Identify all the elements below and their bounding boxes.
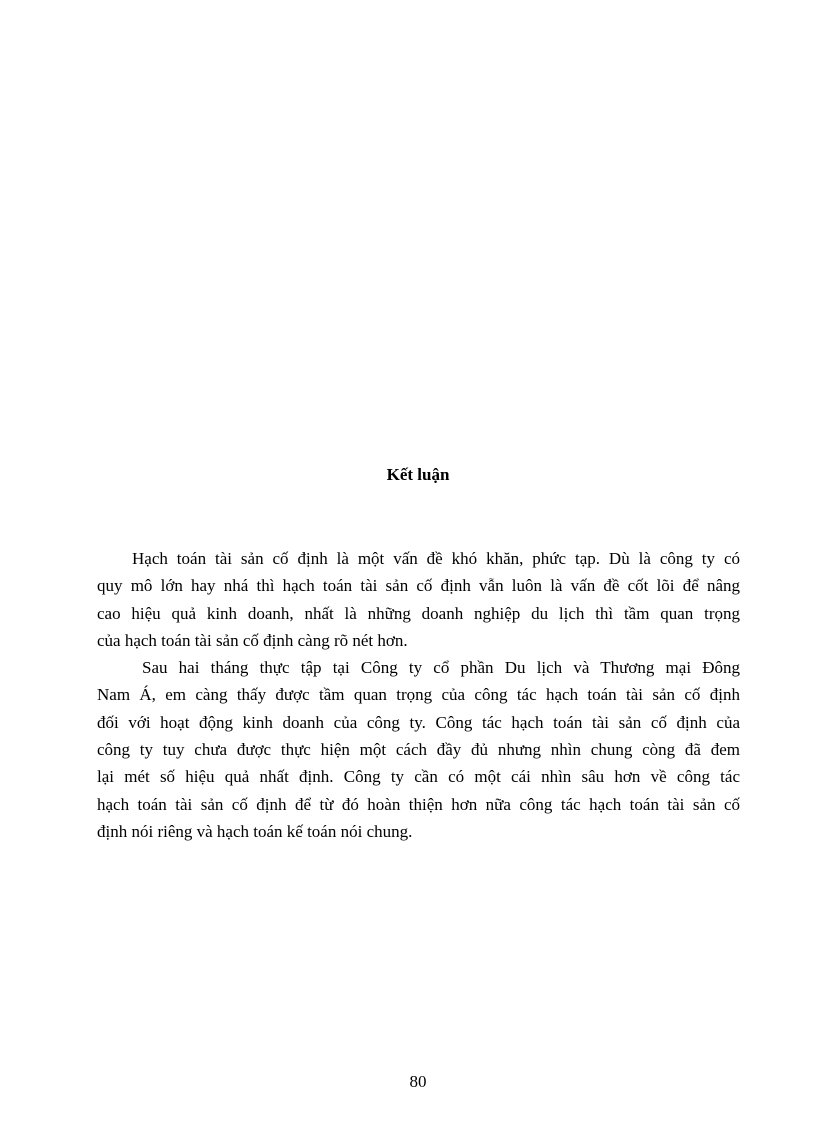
paragraph-line: hạch toán tài sản cố định để từ đó hoàn thiện hơn nữa công tác hạch toán tài sản cố [97, 794, 740, 814]
body-text [97, 545, 740, 845]
paragraph-2 [97, 654, 740, 845]
paragraph-line: Sau hai tháng thực tập tại Công ty cổ phần Du lịch và Thương mại Đông [142, 658, 740, 678]
paragraph-line: công ty tuy chưa được thực hiện một cách đầy đủ nhưng nhìn chung còng đã đem [97, 740, 740, 760]
paragraph-line: quy mô lớn hay nhá thì hạch toán tài sản cố định vẫn luôn là vấn đề cốt lõi để nâng [97, 576, 740, 596]
paragraph-line: của hạch toán tài sản cố định càng rõ nét hơn. [97, 630, 408, 650]
paragraph-1 [97, 545, 740, 654]
paragraph-line: đối với hoạt động kinh doanh của công ty. Công tác hạch toán tài sản cố định của [97, 712, 740, 732]
paragraph-line: Nam Á, em càng thấy được tầm quan trọng của công tác hạch toán tài sản cố định [97, 685, 740, 705]
paragraph-line: định nói riêng và hạch toán kế toán nói chung. [97, 821, 413, 841]
paragraph-line: lại mét số hiệu quả nhất định. Công ty cần có một cái nhìn sâu hơn về công tác [97, 767, 740, 787]
paragraph-line: cao hiệu quả kinh doanh, nhất là những doanh nghiệp du lịch thì tầm quan trọng [97, 603, 740, 623]
paragraph-line: Hạch toán tài sản cố định là một vấn đề khó khăn, phức tạp. Dù là công ty có [132, 549, 740, 568]
page-title: Kết luận [386, 465, 450, 484]
page-number: 80 [409, 1072, 427, 1091]
